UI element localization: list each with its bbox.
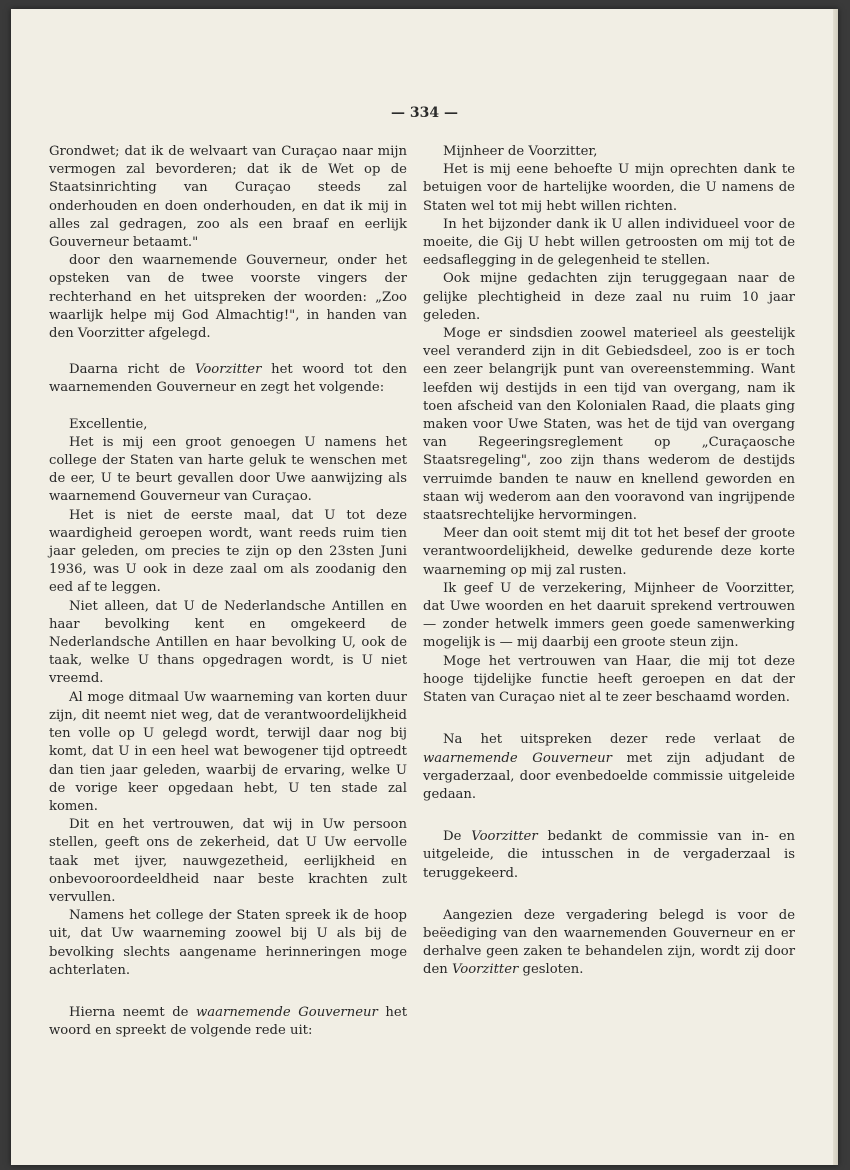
document-page [11,9,838,1165]
salutation: Excellentie, [69,416,148,432]
paragraph: Het is mij eene behoefte U mijn oprechten dank te betuigen voor de hartelijke woorden, die U namens de Staten wel tot mij hebt willen richten. [423,162,795,214]
paragraph: Niet alleen, dat U de Nederlandsche Antillen en haar bevolking kent en omgekeerd de Nederlandsche Antillen en haar bevolking U, ook de taak, welke U thans opgedragen wordt, is U niet vreemd. [49,598,407,687]
paragraph: Namens het college der Staten spreek ik de hoop uit, dat Uw waarneming zoowel bij U als bij de bevolking slechts aangename herinneringen moge achterlaten. [49,908,407,978]
paragraph: Aangezien deze vergadering belegd is voor de beëediging van den waarnemenden Gouverneur en er derhalve geen zaken te behandelen zijn, wordt zij door den Voorzitter gesloten. [423,907,795,978]
paragraph: door den waarnemende Gouverneur, onder het opsteken van de twee voorste vingers der rechterhand en het uitspreken der woorden: „Zoo waarlijk helpe mij God Almachtig!", in handen van den Voorzitter afgelegd. [49,253,407,342]
paragraph: Het is mij een groot genoegen U namens het college der Staten van harte geluk te wenschen met de eer, U te beurt gevallen door Uwe aanwijzing als waarnemend Gouverneur van Curaçao. [49,434,407,505]
paragraph: Moge er sindsdien zoowel materieel als geestelijk veel veranderd zijn in dit Gebiedsdeel, zoo is er toch een zeer belangrijk punt van overeenstemming. Want leefden wij destijds in een tijd van overgang, nam ik toen afscheid van den Kolonialen Raad, die plaats ging maken voor Uwe Staten, was het de tijd van overgang van Regeeringsreglement op „Curaçaosche Staatsregeling", zoo zijn thans wederom de destijds verruimde banden te nauw en knellend geworden en staan wij wederom aan den vooravond van ingrijpende staatsrechtelijke hervormingen. [423,326,795,524]
paragraph: In het bijzonder dank ik U allen individueel voor de moeite, die Gij U hebt willen getroosten om mij tot de eedsaflegging in de gelegenheid te stellen. [423,216,795,269]
italic-term: Voorzitter [451,962,519,978]
paragraph: Hierna neemt de waarnemende Gouverneur het woord en spreekt de volgende rede uit: [49,1004,407,1039]
right-column [423,143,795,980]
italic-term: Voorzitter [195,362,262,378]
paragraph: Meer dan ooit stemt mij dit tot het besef der groote verantwoordelijkheid, dewelke gedurende deze korte waarneming op mij zal rusten. [423,526,795,578]
paragraph: Ik geef U de verzekering, Mijnheer de Voorzitter, dat Uwe woorden en het daaruit sprekend vertrouwen — zonder hetwelk immers geen goede samenwerking mogelijk is — mij daarbij een groote steun zijn. [423,580,795,651]
paragraph: Al moge ditmaal Uw waarneming van korten duur zijn, dit neemt niet weg, dat de verantwoordelijkheid ten volle op U gelegd wordt, terwijl daar nog bij komt, dat U in een heel wat bewogener tijd optreedt dan tien jaar geleden, waarbij de ervaring, welke U de vorige keer opgedaan hebt, U ten stade zal komen. [49,689,407,814]
paragraph: Na het uitspreken dezer rede verlaat de waarnemende Gouverneur met zijn adjudant de vergaderzaal, door evenbedoelde commissie uitgeleide gedaan. [423,732,796,802]
italic-term: waarnemende Gouverneur [423,750,612,766]
paragraph: De Voorzitter bedankt de commissie van in- en uitgeleide, die intusschen in de vergaderzaal is teruggekeerd. [423,829,795,881]
left-column [49,143,407,1040]
paragraph: Dit en het vertrouwen, dat wij in Uw persoon stellen, geeft ons de zekerheid, dat U Uw eervolle taak met ijver, nauwgezetheid, eerlijkheid en onbevooroordeeldheid naar beste krachten zult vervullen. [49,817,407,905]
salutation: Mijnheer de Voorzitter, [443,144,598,159]
paragraph: Moge het vertrouwen van Haar, die mij tot deze hooge tijdelijke functie heeft geroepen en dat der Staten van Curaçao niet al te zeer beschaamd worden. [423,653,795,706]
paragraph: Daarna richt de Voorzitter het woord tot den waarnemenden Gouverneur en zegt het volgende: [49,362,407,396]
page-edge [833,9,838,1165]
paragraph: Het is niet de eerste maal, dat U tot deze waardigheid geroepen wordt, want reeds ruim tien jaar geleden, om precies te zijn op den 23sten Juni 1936, was U ook in deze zaal om als zoodanig den eed af te leggen. [49,507,407,596]
italic-term: waarnemende Gouverneur [196,1004,378,1020]
italic-term: Voorzitter [471,829,538,845]
paragraph: Grondwet; dat ik de welvaart van Curaçao naar mijn vermogen zal bevorderen; dat ik de Wet op de Staatsinrichting van Curaçao steeds zal onderhouden en doen onderhouden, en dat ik mij in alles zal gedragen, zoo als een braaf en eerlijk Gouverneur betaamt." [49,144,407,251]
paragraph: Ook mijne gedachten zijn teruggegaan naar de gelijke plechtigheid in deze zaal nu ruim 10 jaar geleden. [423,271,795,323]
page-number: — 334 — [391,105,458,121]
